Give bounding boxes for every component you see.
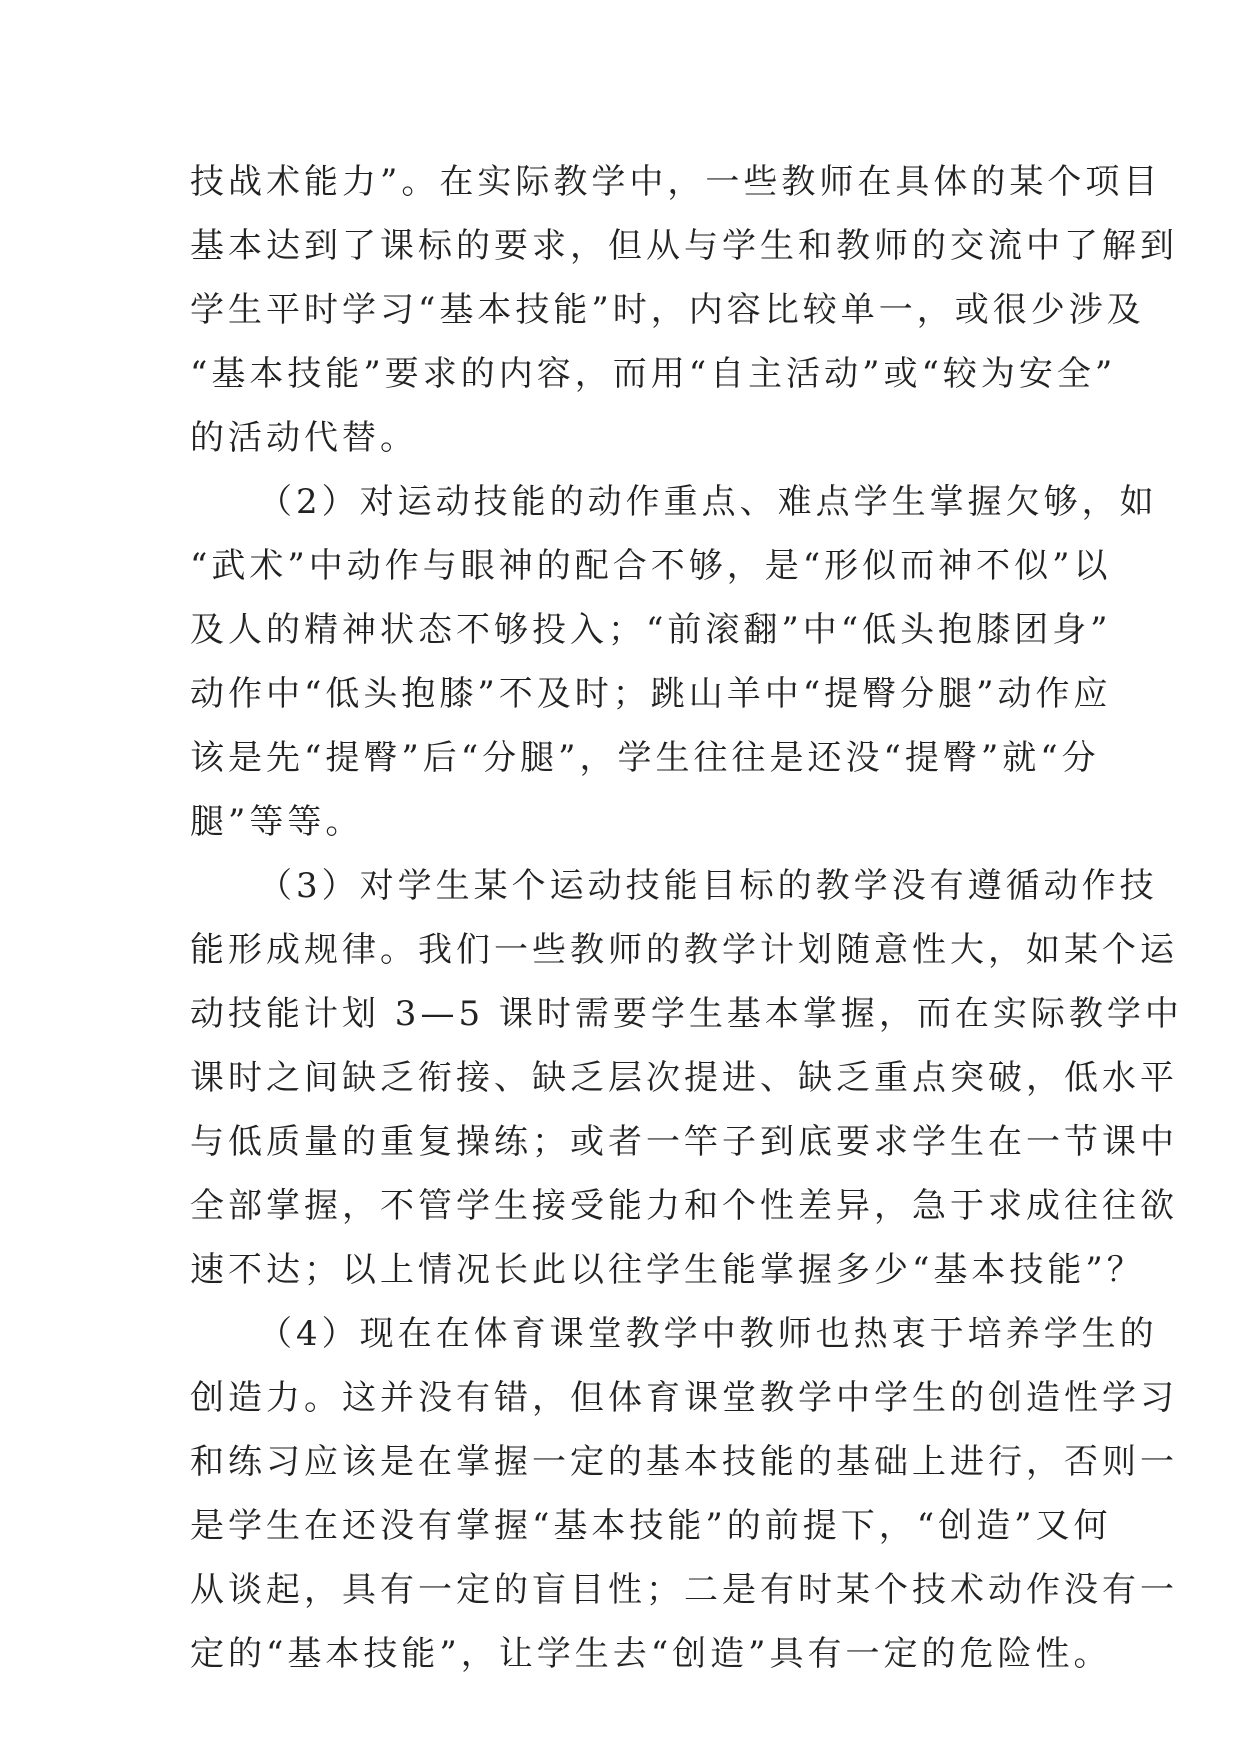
text-line: （4）现在在体育课堂教学中教师也热衷于培养学生的 <box>258 1314 1158 1354</box>
text-line: 的活动代替。 <box>190 418 418 458</box>
text-line: 技战术能力”。在实际教学中，一些教师在具体的某个项目 <box>190 162 1162 202</box>
paragraph-1 <box>190 150 1178 470</box>
text-line: “武术”中动作与眼神的配合不够，是“形似而神不似”以 <box>190 546 1112 586</box>
text-line: 及人的精神状态不够投入；“前滚翻”中“低头抱膝团身” <box>190 610 1112 650</box>
text-line: 创造力。这并没有错，但体育课堂教学中学生的创造性学习 <box>190 1378 1178 1418</box>
paragraph-3 <box>190 854 1183 1302</box>
text-line: 动技能计划 3—5 课时需要学生基本掌握，而在实际教学中 <box>190 994 1183 1034</box>
text-line: 课时之间缺乏衔接、缺乏层次提进、缺乏重点突破，低水平 <box>190 1058 1178 1098</box>
body-text <box>190 150 1183 1686</box>
text-line: 与低质量的重复操练；或者一竿子到底要求学生在一节课中 <box>190 1122 1178 1162</box>
text-line: “基本技能”要求的内容，而用“自主活动”或“较为安全” <box>190 354 1117 394</box>
text-line: （3）对学生某个运动技能目标的教学没有遵循动作技 <box>258 866 1158 906</box>
text-line: （2）对运动技能的动作重点、难点学生掌握欠够，如 <box>258 482 1158 522</box>
text-line: 定的“基本技能”，让学生去“创造”具有一定的危险性。 <box>190 1634 1112 1674</box>
text-line: 腿”等等。 <box>190 802 364 842</box>
text-line: 基本达到了课标的要求，但从与学生和教师的交流中了解到 <box>190 226 1178 266</box>
paragraph-4 <box>190 1302 1178 1686</box>
text-line: 能形成规律。我们一些教师的教学计划随意性大，如某个运 <box>190 930 1178 970</box>
text-line: 动作中“低头抱膝”不及时；跳山羊中“提臀分腿”动作应 <box>190 674 1112 714</box>
text-line: 速不达；以上情况长此以往学生能掌握多少“基本技能”？ <box>190 1250 1145 1290</box>
text-line: 和练习应该是在掌握一定的基本技能的基础上进行，否则一 <box>190 1442 1178 1482</box>
text-line: 全部掌握，不管学生接受能力和个性差异，急于求成往往欲 <box>190 1186 1178 1226</box>
text-line: 从谈起，具有一定的盲目性；二是有时某个技术动作没有一 <box>190 1570 1178 1610</box>
text-line: 学生平时学习“基本技能”时，内容比较单一，或很少涉及 <box>190 290 1145 330</box>
paragraph-2 <box>190 470 1158 854</box>
text-line: 是学生在还没有掌握“基本技能”的前提下，“创造”又何 <box>190 1506 1112 1546</box>
text-line: 该是先“提臀”后“分腿”，学生往往是还没“提臀”就“分 <box>190 738 1100 778</box>
